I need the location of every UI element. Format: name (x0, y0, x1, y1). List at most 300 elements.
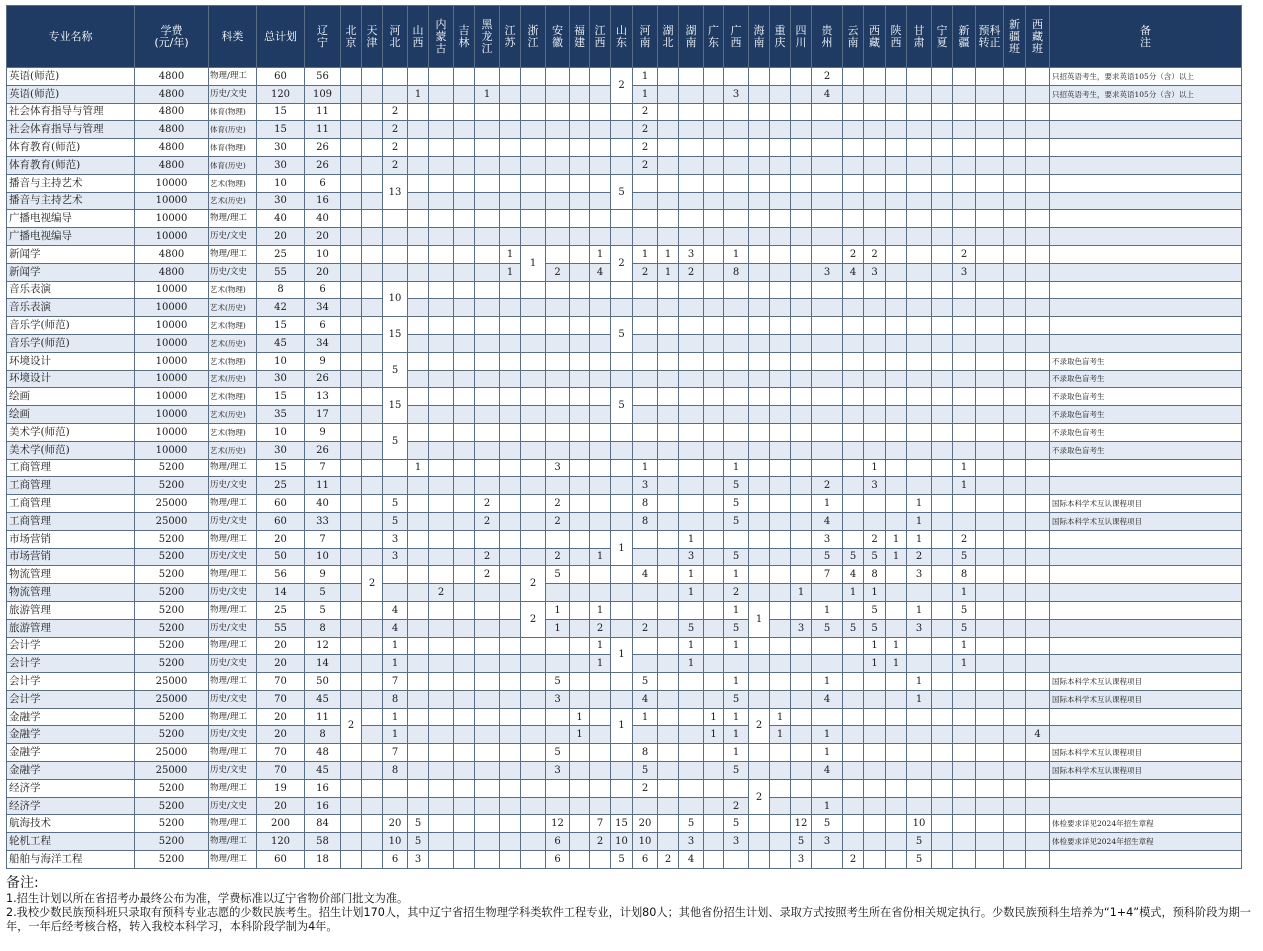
data-cell (1004, 121, 1026, 139)
data-cell (570, 85, 590, 103)
data-cell (500, 673, 521, 691)
data-cell (633, 174, 658, 192)
data-cell: 58 (305, 833, 341, 851)
data-cell (362, 299, 383, 317)
data-cell: 5 (724, 512, 749, 530)
remark-cell: 国际本科学术互认课程项目 (1050, 744, 1242, 762)
data-cell (791, 121, 812, 139)
remark-cell: 不录取色盲考生 (1050, 406, 1242, 424)
data-cell (500, 317, 521, 335)
data-cell (679, 156, 704, 174)
data-cell (886, 210, 907, 228)
table-row (7, 584, 1242, 602)
data-cell (475, 263, 500, 281)
data-cell (611, 228, 633, 246)
data-cell (633, 299, 658, 317)
table-row (7, 690, 1242, 708)
data-cell (590, 192, 611, 210)
subject-category-cell: 艺术(物理) (209, 423, 257, 441)
column-header: 吉 林 (454, 6, 475, 68)
data-cell (611, 619, 633, 637)
subject-category-cell: 物理/理工 (209, 815, 257, 833)
data-cell (749, 690, 770, 708)
data-cell: 2 (475, 512, 500, 530)
data-cell (570, 673, 590, 691)
data-cell (362, 441, 383, 459)
data-cell (953, 851, 976, 869)
data-cell (932, 851, 953, 869)
data-cell (907, 797, 932, 815)
data-cell (611, 423, 633, 441)
column-header: 安 徽 (546, 6, 570, 68)
data-cell (546, 174, 570, 192)
data-cell (886, 459, 907, 477)
data-cell (976, 637, 1004, 655)
data-cell (749, 210, 770, 228)
data-cell (976, 673, 1004, 691)
merged-cell: 1 (611, 530, 633, 566)
data-cell: 84 (305, 815, 341, 833)
data-cell: 1 (791, 584, 812, 602)
data-cell (886, 601, 907, 619)
data-cell (454, 708, 475, 726)
data-cell (590, 352, 611, 370)
data-cell (1004, 228, 1026, 246)
data-cell (500, 851, 521, 869)
data-cell: 2 (475, 548, 500, 566)
data-cell (658, 637, 679, 655)
data-cell (341, 174, 362, 192)
subject-category-cell: 艺术(物理) (209, 352, 257, 370)
data-cell (500, 566, 521, 584)
data-cell: 4 (812, 512, 843, 530)
data-cell (521, 637, 546, 655)
data-cell (408, 673, 429, 691)
data-cell (843, 726, 864, 744)
data-cell: 1 (907, 673, 932, 691)
data-cell: 25000 (135, 690, 209, 708)
data-cell (932, 637, 953, 655)
data-cell: 25 (257, 601, 305, 619)
data-cell (658, 530, 679, 548)
data-cell (454, 833, 475, 851)
data-cell (932, 228, 953, 246)
data-cell (907, 245, 932, 263)
data-cell: 10 (383, 833, 408, 851)
data-cell (590, 299, 611, 317)
data-cell (658, 566, 679, 584)
data-cell (546, 779, 570, 797)
data-cell (408, 655, 429, 673)
data-cell (1026, 423, 1050, 441)
data-cell (408, 174, 429, 192)
data-cell (1026, 228, 1050, 246)
data-cell: 9 (305, 423, 341, 441)
data-cell (886, 762, 907, 780)
data-cell (521, 228, 546, 246)
data-cell (1004, 548, 1026, 566)
data-cell (724, 370, 749, 388)
data-cell (770, 85, 791, 103)
data-cell: 5 (864, 619, 886, 637)
data-cell (658, 192, 679, 210)
data-cell (611, 566, 633, 584)
data-cell (454, 281, 475, 299)
data-cell: 1 (590, 655, 611, 673)
data-cell: 5 (546, 673, 570, 691)
data-cell: 1 (633, 68, 658, 86)
data-cell: 9 (305, 566, 341, 584)
data-cell (429, 655, 454, 673)
data-cell (570, 815, 590, 833)
data-cell: 1 (812, 744, 843, 762)
data-cell (1004, 210, 1026, 228)
data-cell (791, 708, 812, 726)
data-cell (907, 441, 932, 459)
major-name-cell: 体育教育(师范) (7, 139, 135, 157)
data-cell: 19 (257, 779, 305, 797)
data-cell (886, 512, 907, 530)
data-cell (475, 334, 500, 352)
data-cell (1026, 619, 1050, 637)
data-cell (475, 833, 500, 851)
data-cell: 5200 (135, 477, 209, 495)
data-cell (590, 228, 611, 246)
data-cell (770, 192, 791, 210)
data-cell: 55 (257, 263, 305, 281)
data-cell: 20 (383, 815, 408, 833)
data-cell: 5200 (135, 619, 209, 637)
data-cell (864, 423, 886, 441)
data-cell (341, 619, 362, 637)
data-cell (362, 156, 383, 174)
data-cell (749, 406, 770, 424)
data-cell: 4 (812, 85, 843, 103)
data-cell (341, 85, 362, 103)
data-cell (590, 121, 611, 139)
data-cell: 2 (383, 139, 408, 157)
data-cell (454, 192, 475, 210)
remark-cell (1050, 851, 1242, 869)
data-cell (546, 423, 570, 441)
data-cell (1004, 388, 1026, 406)
data-cell: 2 (633, 103, 658, 121)
data-cell (1004, 245, 1026, 263)
data-cell: 5 (953, 601, 976, 619)
data-cell (976, 655, 1004, 673)
data-cell (953, 228, 976, 246)
data-cell (341, 406, 362, 424)
data-cell (658, 762, 679, 780)
data-cell (791, 139, 812, 157)
data-cell (704, 174, 724, 192)
data-cell (953, 797, 976, 815)
data-cell (886, 103, 907, 121)
data-cell (341, 566, 362, 584)
data-cell: 1 (907, 512, 932, 530)
data-cell (704, 210, 724, 228)
data-cell (1026, 548, 1050, 566)
data-cell (704, 744, 724, 762)
data-cell (1026, 156, 1050, 174)
data-cell: 5200 (135, 851, 209, 869)
data-cell (679, 388, 704, 406)
data-cell (570, 477, 590, 495)
data-cell (679, 495, 704, 513)
data-cell (704, 370, 724, 388)
data-cell (546, 477, 570, 495)
data-cell (932, 370, 953, 388)
data-cell: 3 (679, 548, 704, 566)
data-cell (633, 726, 658, 744)
data-cell (976, 388, 1004, 406)
data-cell (500, 334, 521, 352)
data-cell: 3 (383, 530, 408, 548)
data-cell (864, 708, 886, 726)
data-cell (886, 388, 907, 406)
data-cell (812, 299, 843, 317)
data-cell (658, 744, 679, 762)
data-cell (454, 103, 475, 121)
data-cell (770, 548, 791, 566)
data-cell (521, 762, 546, 780)
data-cell (679, 68, 704, 86)
data-cell (770, 815, 791, 833)
data-cell (408, 156, 429, 174)
data-cell (864, 851, 886, 869)
data-cell (864, 495, 886, 513)
data-cell (749, 637, 770, 655)
data-cell (704, 797, 724, 815)
data-cell: 3 (812, 833, 843, 851)
data-cell (886, 406, 907, 424)
data-cell: 6 (305, 174, 341, 192)
data-cell: 4800 (135, 263, 209, 281)
table-row (7, 352, 1242, 370)
data-cell: 10000 (135, 388, 209, 406)
column-header: 贵 州 (812, 6, 843, 68)
data-cell (521, 441, 546, 459)
data-cell (341, 744, 362, 762)
data-cell (724, 406, 749, 424)
data-cell (932, 423, 953, 441)
data-cell (475, 477, 500, 495)
data-cell: 1 (383, 708, 408, 726)
data-cell: 5200 (135, 548, 209, 566)
data-cell (770, 406, 791, 424)
data-cell (500, 530, 521, 548)
merged-cell: 1 (521, 245, 546, 281)
remark-cell (1050, 548, 1242, 566)
data-cell (864, 352, 886, 370)
data-cell (546, 317, 570, 335)
data-cell: 30 (257, 192, 305, 210)
data-cell (570, 174, 590, 192)
data-cell (454, 423, 475, 441)
data-cell (362, 139, 383, 157)
data-cell (475, 174, 500, 192)
data-cell (864, 441, 886, 459)
subject-category-cell: 历史/文史 (209, 726, 257, 744)
data-cell: 4 (812, 762, 843, 780)
data-cell: 3 (408, 851, 429, 869)
data-cell (1004, 779, 1026, 797)
data-cell (500, 619, 521, 637)
data-cell: 40 (305, 495, 341, 513)
data-cell (521, 299, 546, 317)
data-cell: 1 (724, 726, 749, 744)
data-cell (341, 210, 362, 228)
subject-category-cell: 物理/理工 (209, 495, 257, 513)
data-cell: 5200 (135, 655, 209, 673)
data-cell: 11 (305, 103, 341, 121)
data-cell (429, 548, 454, 566)
data-cell (932, 530, 953, 548)
data-cell (570, 495, 590, 513)
data-cell: 2 (590, 619, 611, 637)
data-cell: 60 (257, 851, 305, 869)
data-cell: 5 (724, 815, 749, 833)
remark-cell: 国际本科学术互认课程项目 (1050, 673, 1242, 691)
data-cell (1004, 673, 1026, 691)
data-cell (953, 281, 976, 299)
data-cell (843, 388, 864, 406)
major-name-cell: 市场营销 (7, 530, 135, 548)
data-cell (454, 851, 475, 869)
data-cell (1004, 370, 1026, 388)
data-cell (953, 139, 976, 157)
data-cell: 2 (546, 512, 570, 530)
column-header: 福 建 (570, 6, 590, 68)
data-cell: 2 (429, 584, 454, 602)
data-cell (704, 85, 724, 103)
data-cell (679, 139, 704, 157)
data-cell (500, 833, 521, 851)
table-row (7, 281, 1242, 299)
data-cell (704, 566, 724, 584)
data-cell: 7 (383, 744, 408, 762)
data-cell (590, 334, 611, 352)
data-cell (932, 744, 953, 762)
major-name-cell: 金融学 (7, 744, 135, 762)
data-cell (546, 139, 570, 157)
data-cell: 5 (724, 762, 749, 780)
data-cell (521, 512, 546, 530)
subject-category-cell: 历史/文史 (209, 548, 257, 566)
data-cell (976, 851, 1004, 869)
data-cell: 5200 (135, 601, 209, 619)
data-cell (658, 317, 679, 335)
data-cell (633, 352, 658, 370)
data-cell (791, 174, 812, 192)
data-cell (864, 174, 886, 192)
table-row (7, 245, 1242, 263)
data-cell: 16 (305, 779, 341, 797)
data-cell (658, 548, 679, 566)
data-cell (843, 673, 864, 691)
data-cell (1004, 726, 1026, 744)
data-cell (843, 103, 864, 121)
data-cell (1026, 655, 1050, 673)
data-cell (1026, 192, 1050, 210)
data-cell (770, 245, 791, 263)
data-cell (932, 779, 953, 797)
data-cell (907, 281, 932, 299)
data-cell (932, 601, 953, 619)
data-cell: 1 (679, 655, 704, 673)
data-cell (907, 317, 932, 335)
data-cell: 10 (907, 815, 932, 833)
column-header: 山 东 (611, 6, 633, 68)
data-cell (843, 334, 864, 352)
data-cell: 1 (633, 459, 658, 477)
data-cell (770, 637, 791, 655)
data-cell (953, 370, 976, 388)
data-cell (341, 317, 362, 335)
data-cell (976, 601, 1004, 619)
data-cell (932, 406, 953, 424)
data-cell (749, 263, 770, 281)
data-cell (724, 441, 749, 459)
data-cell (679, 210, 704, 228)
data-cell (791, 459, 812, 477)
data-cell (500, 423, 521, 441)
data-cell (976, 156, 1004, 174)
data-cell (1026, 495, 1050, 513)
data-cell (521, 352, 546, 370)
data-cell (791, 370, 812, 388)
data-cell (341, 388, 362, 406)
data-cell (907, 406, 932, 424)
subject-category-cell: 艺术(历史) (209, 370, 257, 388)
major-name-cell: 体育教育(师范) (7, 156, 135, 174)
data-cell: 2 (907, 548, 932, 566)
remark-cell (1050, 174, 1242, 192)
data-cell (383, 263, 408, 281)
data-cell (475, 388, 500, 406)
data-cell (791, 495, 812, 513)
major-name-cell: 环境设计 (7, 352, 135, 370)
data-cell (953, 210, 976, 228)
subject-category-cell: 物理/理工 (209, 601, 257, 619)
data-cell (570, 192, 590, 210)
data-cell (932, 68, 953, 86)
data-cell (791, 655, 812, 673)
data-cell (932, 103, 953, 121)
data-cell (362, 85, 383, 103)
data-cell (429, 370, 454, 388)
data-cell (1026, 673, 1050, 691)
data-cell (429, 352, 454, 370)
data-cell (791, 512, 812, 530)
data-cell (1004, 68, 1026, 86)
data-cell (864, 726, 886, 744)
data-cell: 3 (546, 690, 570, 708)
data-cell (864, 334, 886, 352)
data-cell (749, 370, 770, 388)
data-cell (454, 512, 475, 530)
major-name-cell: 工商管理 (7, 512, 135, 530)
data-cell (429, 317, 454, 335)
data-cell (843, 708, 864, 726)
data-cell (1004, 192, 1026, 210)
data-cell: 1 (500, 263, 521, 281)
data-cell (658, 726, 679, 744)
data-cell (429, 833, 454, 851)
data-cell (590, 708, 611, 726)
table-row (7, 441, 1242, 459)
data-cell: 25000 (135, 762, 209, 780)
